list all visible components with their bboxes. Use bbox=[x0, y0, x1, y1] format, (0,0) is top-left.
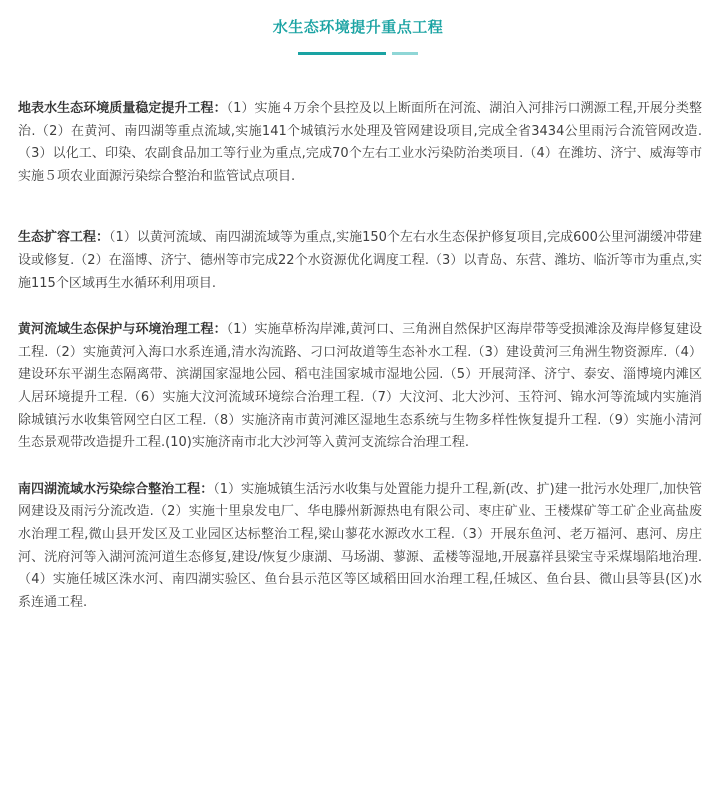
section-heading: 南四湖流域水污染综合整治工程： bbox=[18, 481, 214, 497]
title-underline bbox=[298, 52, 418, 56]
section-heading: 生态扩容工程： bbox=[18, 230, 110, 246]
section-body: （1）实施４万余个县控及以上断面所在河流、湖泊入河排污口溯源工程,开展分类整治.（2）在黄河、南四湖等重点流域,实施141个城镇污水处理及管网建设项目,完成全省3434公里雨污合流管网改造.（3）以化工、印染、农副食品加工等行业为重点,完成70个左右工业水污染防治类项目.（4）在潍坊、济宁、威海等市实施５项农业面源污染综合整治和监管试点项目. bbox=[18, 101, 702, 184]
title-underline-bar bbox=[298, 52, 386, 55]
article-header bbox=[0, 0, 716, 56]
section-nansi-lake bbox=[18, 479, 702, 615]
section-ecological-expansion bbox=[18, 227, 702, 295]
page-title: 水生态环境提升重点工程 bbox=[272, 18, 444, 36]
section-body: （1）以黄河流域、南四湖流域等为重点,实施150个左右水生态保护修复项目,完成600公里河湖缓冲带建设或修复.（2）在淄博、济宁、德州等市完成22个水资源优化调度工程.（3）以青岛、东营、潍坊、临沂等市为重点,实施115个区域再生水循环利用项目. bbox=[18, 230, 702, 291]
section-yellow-river bbox=[18, 319, 702, 455]
article-content bbox=[0, 98, 716, 614]
section-body: （1）实施城镇生活污水收集与处置能力提升工程,新(改、扩)建一批污水处理厂,加快管网建设及雨污分流改造.（2）实施十里泉发电厂、华电滕州新源热电有限公司、枣庄矿业、王楼煤矿等工矿企业高盐废水治理工程,微山县开发区及工业园区达标整治工程,梁山蓼花水源改水工程.（3）开展东鱼河、老万福河、惠河、房庄河、洸府河等入湖河流河道生态修复,建设/恢复少康湖、马场湖、蓼源、孟楼等湿地,开展嘉祥县梁宝寺采煤塌陷地治理.（4）实施任城区洙水河、南四湖实验区、鱼台县示范区等区域稻田回水治理工程,任城区、鱼台县、微山县等县(区)水系连通工程. bbox=[18, 481, 702, 610]
section-heading: 地表水生态环境质量稳定提升工程： bbox=[18, 101, 227, 116]
title-underline-accent bbox=[392, 52, 418, 55]
section-body: （1）实施草桥沟岸滩,黄河口、三角洲自然保护区海岸带等受损滩涂及海岸修复建设工程.（2）实施黄河入海口水系连通,清水沟流路、刁口河故道等生态补水工程.（3）建设黄河三角洲生物资源库.（4）建设环东平湖生态隔离带、滨湖国家湿地公园、稻屯洼国家城市湿地公园.（5）开展菏泽、济宁、泰安、淄博境内滩区人居环境提升工程.（6）实施大汶河流域环境综合治理工程.（7）大汶河、北大沙河、玉符河、锦水河等流域内实施消除城镇污水收集管网空白区工程.（8）实施济南市黄河滩区湿地生态系统与生物多样性恢复提升工程.（9）实施小清河生态景观带改造提升工程.(10)实施济南市北大沙河等入黄河支流综合治理工程. bbox=[18, 322, 702, 451]
section-heading: 黄河流域生态保护与环境治理工程： bbox=[18, 322, 227, 338]
section-surface-water bbox=[18, 98, 702, 188]
